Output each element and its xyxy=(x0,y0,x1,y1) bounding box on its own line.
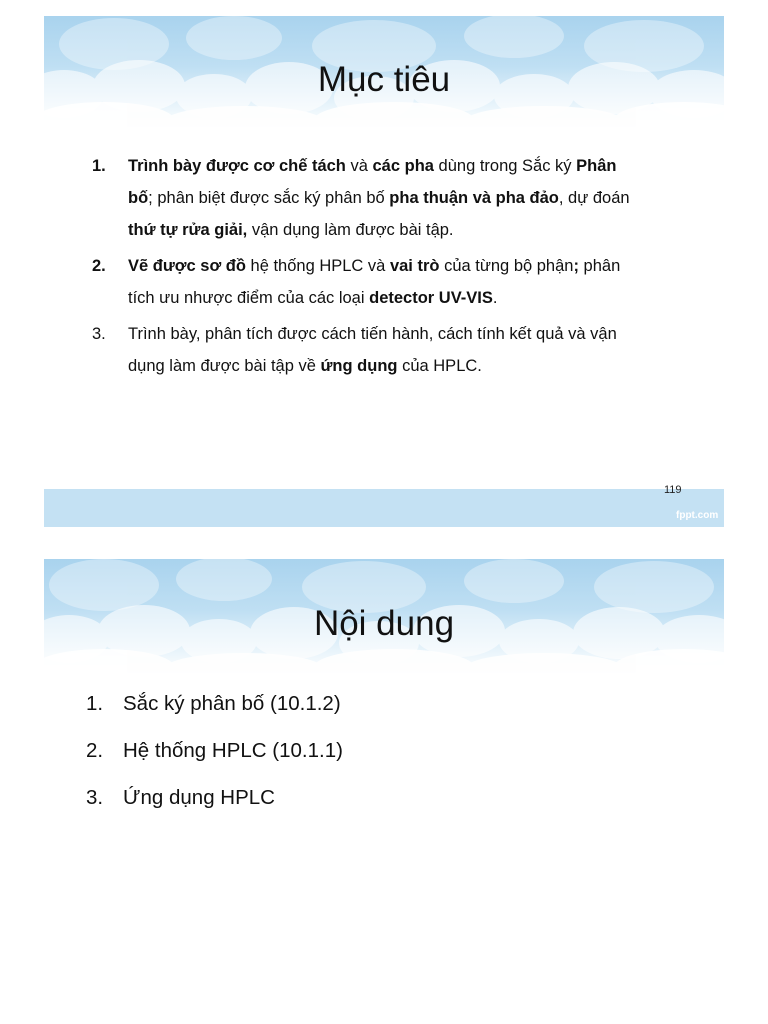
text-run: . xyxy=(492,289,498,307)
bold-text: detector UV-VIS xyxy=(369,289,493,307)
slide-title: Mục tiêu xyxy=(317,60,451,99)
objective-item xyxy=(92,318,632,382)
text-run: hệ thống HPLC và xyxy=(245,257,390,275)
text-run: vận dụng làm được bài tập. xyxy=(247,221,454,239)
objective-item xyxy=(92,250,632,314)
slide-title: Nội dung xyxy=(313,604,455,643)
list-item xyxy=(86,687,646,734)
item-number: 1. xyxy=(86,692,104,715)
bold-text: các pha xyxy=(372,157,434,175)
item-number: 3. xyxy=(86,786,104,809)
item-text: Hệ thống HPLC (10.1.1) xyxy=(123,739,343,762)
list-item xyxy=(86,734,646,781)
slide-contents xyxy=(44,559,724,840)
item-number: 2. xyxy=(86,739,104,762)
text-run: của HPLC. xyxy=(397,357,482,375)
objective-text xyxy=(128,157,630,239)
page-number: 119 xyxy=(664,484,682,496)
bold-text: thứ tự rửa giải, xyxy=(128,221,248,239)
bold-text: Phân bố xyxy=(128,157,617,207)
list-item xyxy=(86,781,646,828)
item-number: 2. xyxy=(92,257,106,275)
footer-band xyxy=(44,489,724,527)
text-run: , dự đoán xyxy=(558,189,630,207)
objectives-list xyxy=(92,150,632,386)
brand-watermark: fppt.com xyxy=(676,510,719,521)
bold-text: Trình bày được cơ chế tách xyxy=(128,157,346,175)
text-run: và xyxy=(345,157,373,175)
contents-list xyxy=(86,687,646,828)
objective-text xyxy=(128,325,617,375)
item-text: Ứng dụng HPLC xyxy=(123,786,275,809)
objective-item xyxy=(92,150,632,246)
text-run: dùng trong Sắc ký xyxy=(433,157,577,175)
text-run: ; phân biệt được sắc ký phân bố xyxy=(148,189,390,207)
bold-text: ; xyxy=(573,257,579,275)
item-number: 3. xyxy=(92,325,106,343)
bold-text: Vẽ được sơ đồ xyxy=(128,257,246,275)
bold-text: vai trò xyxy=(389,257,440,275)
bold-text: pha thuận và pha đảo xyxy=(389,189,559,207)
item-text: Sắc ký phân bố (10.1.2) xyxy=(123,692,341,715)
item-number: 1. xyxy=(92,157,106,175)
objective-text xyxy=(128,257,620,307)
bold-text: ứng dụng xyxy=(320,357,398,375)
text-run: của từng bộ phận xyxy=(439,257,574,275)
text-run: phân tích ưu nhược điểm của các loại xyxy=(128,257,621,307)
text-run: Trình bày, phân tích được cách tiến hành, cách tính kết quả và vận dụng làm được bài tập về xyxy=(128,325,617,375)
slide-objectives xyxy=(44,16,724,527)
